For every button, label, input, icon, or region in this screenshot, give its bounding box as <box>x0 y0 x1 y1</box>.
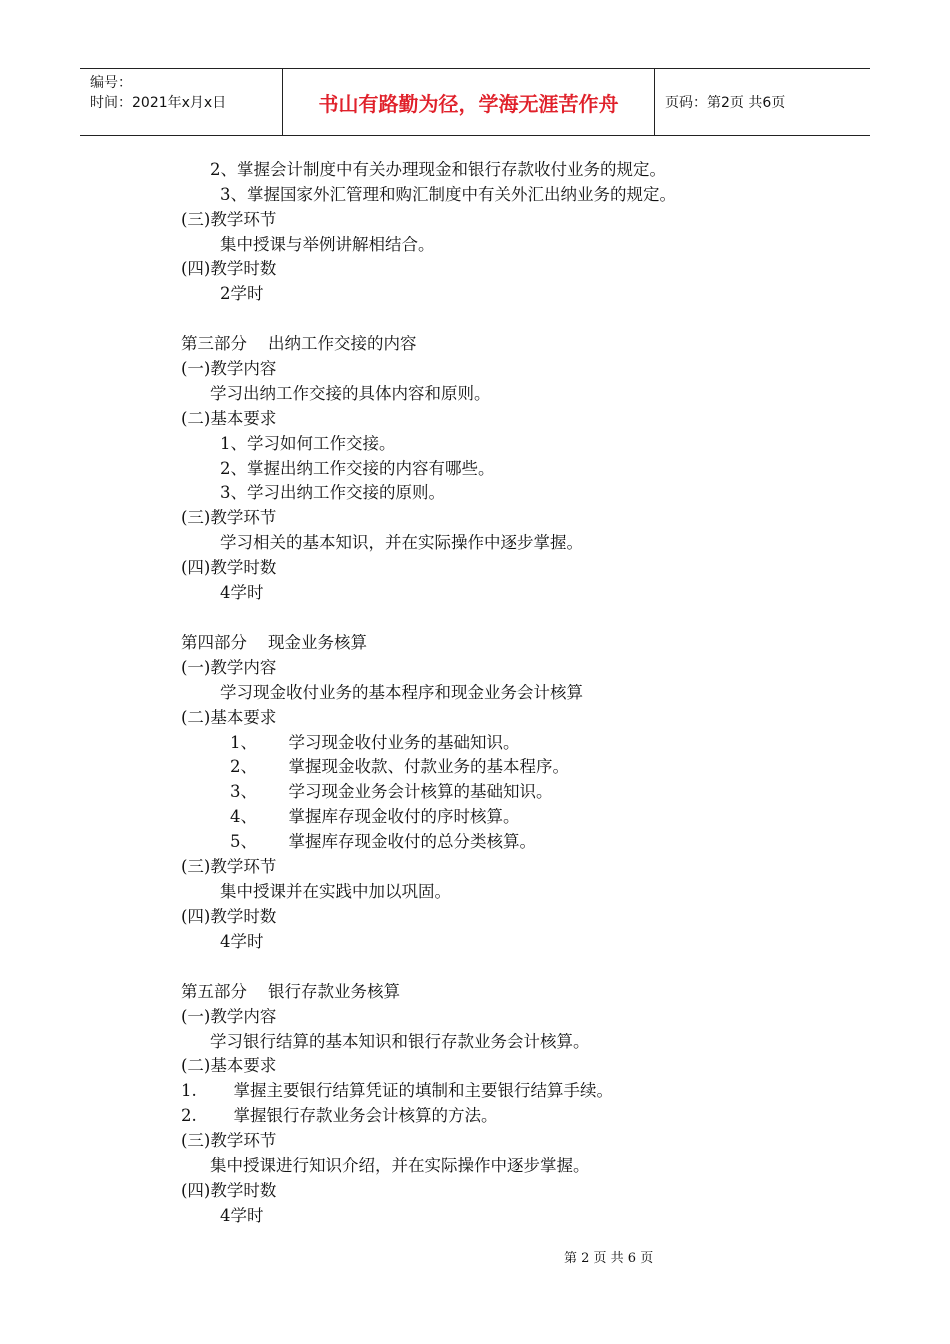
document-time-label: 时间：2021年x月x日 <box>90 95 227 111</box>
body-line: 4学时 <box>220 932 264 951</box>
list-item: 2. 掌握银行存款业务会计核算的方法。 <box>181 1106 498 1125</box>
body-line: 集中授课进行知识介绍，并在实际操作中逐步掌握。 <box>210 1156 590 1175</box>
body-line: 2、掌握出纳工作交接的内容有哪些。 <box>220 459 495 478</box>
page-footer: 第 2 页 共 6 页 <box>564 1251 654 1266</box>
section-heading: (二)基本要求 <box>181 409 277 428</box>
header-page-label: 页码：第2页 共6页 <box>665 95 786 111</box>
part-heading: 第四部分 现金业务核算 <box>181 633 367 652</box>
section-heading: (一)教学内容 <box>181 359 277 378</box>
part-heading: 第三部分 出纳工作交接的内容 <box>181 334 417 353</box>
body-line: 学习出纳工作交接的具体内容和原则。 <box>210 384 491 403</box>
section-heading: (三)教学环节 <box>181 1131 277 1150</box>
body-line: 集中授课与举例讲解相结合。 <box>220 235 435 254</box>
body-line: 3、掌握国家外汇管理和购汇制度中有关外汇出纳业务的规定。 <box>220 185 676 204</box>
list-item: 1、 学习现金收付业务的基础知识。 <box>230 733 520 752</box>
section-heading: (二)基本要求 <box>181 708 277 727</box>
section-heading: (三)教学环节 <box>181 508 277 527</box>
list-item: 5、 掌握库存现金收付的总分类核算。 <box>230 832 536 851</box>
section-heading: (四)教学时数 <box>181 558 277 577</box>
list-item: 4、 掌握库存现金收付的序时核算。 <box>230 807 520 826</box>
list-item: 1. 掌握主要银行结算凭证的填制和主要银行结算手续。 <box>181 1081 613 1100</box>
header-meta-cell <box>80 69 283 135</box>
part-heading: 第五部分 银行存款业务核算 <box>181 982 400 1001</box>
document-number-label: 编号： <box>90 75 132 91</box>
body-line: 1、学习如何工作交接。 <box>220 434 396 453</box>
section-heading: (四)教学时数 <box>181 1181 277 1200</box>
section-heading: (三)教学环节 <box>181 210 277 229</box>
section-heading: (四)教学时数 <box>181 259 277 278</box>
section-heading: (二)基本要求 <box>181 1056 277 1075</box>
section-heading: (一)教学内容 <box>181 658 277 677</box>
body-line: 4学时 <box>220 583 264 602</box>
section-heading: (一)教学内容 <box>181 1007 277 1026</box>
body-line: 2、掌握会计制度中有关办理现金和银行存款收付业务的规定。 <box>210 160 666 179</box>
list-item: 3、 学习现金业务会计核算的基础知识。 <box>230 782 553 801</box>
body-line: 学习现金收付业务的基本程序和现金业务会计核算 <box>220 683 583 702</box>
body-line: 学习银行结算的基本知识和银行存款业务会计核算。 <box>210 1032 590 1051</box>
list-item: 2、 掌握现金收款、付款业务的基本程序。 <box>230 757 569 776</box>
body-line: 4学时 <box>220 1206 264 1225</box>
section-heading: (三)教学环节 <box>181 857 277 876</box>
body-line: 学习相关的基本知识，并在实际操作中逐步掌握。 <box>220 533 583 552</box>
body-line: 2学时 <box>220 284 264 303</box>
document-header <box>80 68 870 136</box>
body-line: 集中授课并在实践中加以巩固。 <box>220 882 451 901</box>
body-line: 3、学习出纳工作交接的原则。 <box>220 483 445 502</box>
section-heading: (四)教学时数 <box>181 907 277 926</box>
header-motto: 书山有路勤为径，学海无涯苦作舟 <box>283 69 655 135</box>
